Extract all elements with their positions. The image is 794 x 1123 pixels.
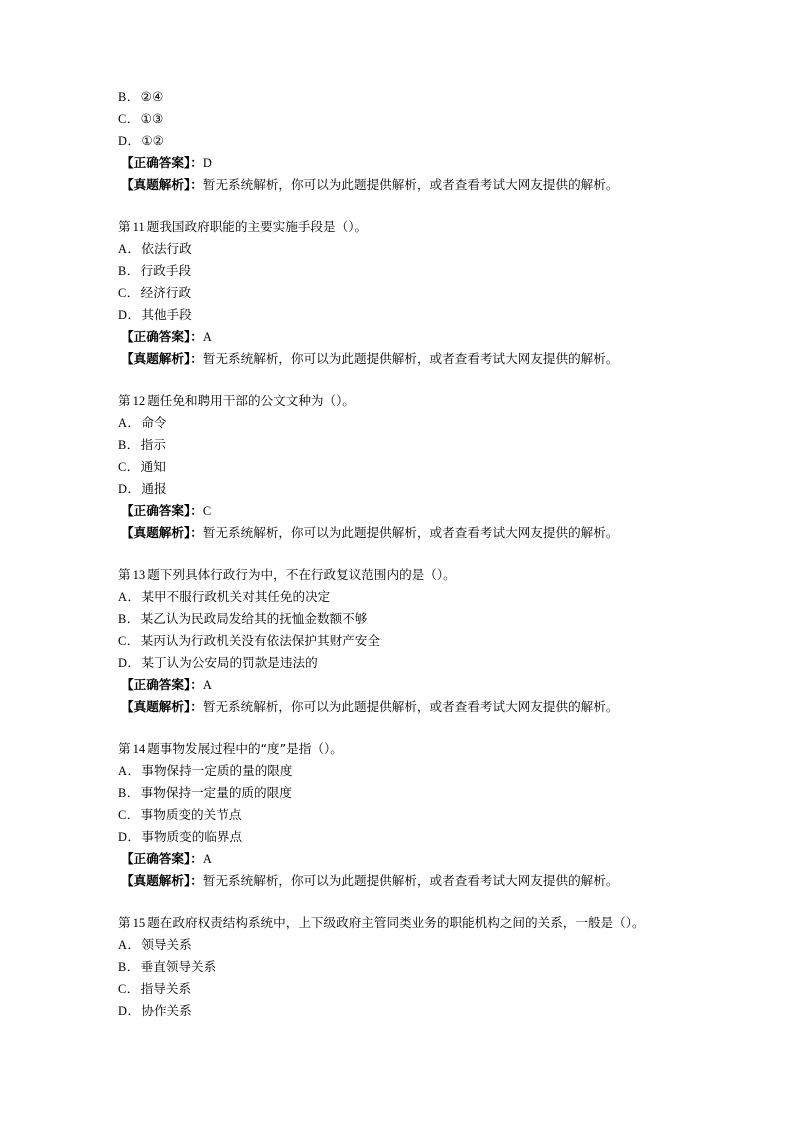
option-row[interactable] bbox=[118, 782, 690, 804]
analysis-text: 暂无系统解析，你可以为此题提供解析，或者查看考试大网友提供的解析。 bbox=[202, 177, 619, 192]
option-label: B． bbox=[118, 960, 140, 974]
option-row[interactable] bbox=[118, 1000, 690, 1022]
correct-answer-line bbox=[118, 152, 690, 174]
option-label: B． bbox=[118, 612, 140, 626]
option-text: ①② bbox=[141, 133, 164, 148]
option-text: 命令 bbox=[141, 415, 167, 430]
analysis-line bbox=[118, 522, 690, 543]
option-label: C． bbox=[118, 286, 140, 300]
option-row[interactable] bbox=[118, 108, 690, 130]
question-number: 13 bbox=[132, 568, 146, 582]
question-stem-prefix: 第 bbox=[118, 741, 131, 756]
analysis-label: 【真题解析】： bbox=[121, 525, 203, 540]
question-block bbox=[118, 86, 690, 195]
option-label: A． bbox=[118, 764, 141, 778]
analysis-line bbox=[118, 174, 690, 195]
question-stem bbox=[118, 564, 684, 586]
option-label: C． bbox=[118, 808, 140, 822]
analysis-line bbox=[118, 348, 690, 369]
option-row[interactable] bbox=[118, 478, 690, 500]
option-row[interactable] bbox=[118, 304, 690, 326]
option-text: 事物质变的临界点 bbox=[141, 829, 243, 844]
question-block bbox=[118, 216, 690, 369]
option-text: 其他手段 bbox=[141, 307, 192, 322]
question-block bbox=[118, 912, 690, 1022]
question-stem bbox=[118, 216, 684, 238]
analysis-text: 暂无系统解析，你可以为此题提供解析，或者查看考试大网友提供的解析。 bbox=[202, 525, 619, 540]
question-block bbox=[118, 564, 690, 717]
option-text: ①③ bbox=[140, 111, 164, 126]
option-text: 依法行政 bbox=[141, 241, 192, 256]
correct-answer-value: A bbox=[202, 678, 212, 692]
option-label: D． bbox=[118, 1004, 141, 1018]
question-stem-text: 题任免和聘用干部的公文文种为（）。 bbox=[147, 393, 355, 408]
option-text: 协作关系 bbox=[141, 1003, 192, 1018]
correct-answer-label: 【正确答案】： bbox=[121, 503, 203, 518]
option-row[interactable] bbox=[118, 652, 690, 674]
option-row[interactable] bbox=[118, 956, 690, 978]
option-row[interactable] bbox=[118, 804, 690, 826]
option-row[interactable] bbox=[118, 630, 690, 652]
option-label: B． bbox=[118, 264, 140, 278]
option-text: 某甲不服行政机关对其任免的决定 bbox=[141, 589, 331, 604]
option-row[interactable] bbox=[118, 238, 690, 260]
analysis-line bbox=[118, 870, 690, 891]
option-row[interactable] bbox=[118, 412, 690, 434]
question-block bbox=[118, 390, 690, 543]
question-number: 15 bbox=[132, 916, 146, 930]
analysis-line bbox=[118, 696, 690, 717]
option-label: B． bbox=[118, 786, 140, 800]
option-label: B． bbox=[118, 90, 140, 104]
question-stem-prefix: 第 bbox=[118, 393, 131, 408]
question-number: 11 bbox=[132, 220, 145, 234]
option-label: C． bbox=[118, 634, 140, 648]
question-stem-prefix: 第 bbox=[118, 915, 131, 930]
option-label: A． bbox=[118, 242, 141, 256]
correct-answer-value: C bbox=[202, 504, 212, 518]
option-row[interactable] bbox=[118, 86, 690, 108]
option-row[interactable] bbox=[118, 586, 690, 608]
option-row[interactable] bbox=[118, 456, 690, 478]
option-text: 事物保持一定质的量的限度 bbox=[141, 763, 293, 778]
option-text: 事物质变的关节点 bbox=[140, 807, 242, 822]
option-row[interactable] bbox=[118, 130, 690, 152]
option-row[interactable] bbox=[118, 934, 690, 956]
correct-answer-label: 【正确答案】： bbox=[121, 851, 203, 866]
correct-answer-value: A bbox=[202, 852, 212, 866]
question-stem-text: 题下列具体行政行为中，不在行政复议范围内的是（）。 bbox=[147, 567, 456, 582]
option-row[interactable] bbox=[118, 978, 690, 1000]
option-label: C． bbox=[118, 982, 140, 996]
option-label: D． bbox=[118, 656, 141, 670]
analysis-text: 暂无系统解析，你可以为此题提供解析，或者查看考试大网友提供的解析。 bbox=[202, 351, 619, 366]
option-label: D． bbox=[118, 308, 141, 322]
option-row[interactable] bbox=[118, 608, 690, 630]
option-text: 指导关系 bbox=[140, 981, 192, 996]
correct-answer-line bbox=[118, 500, 690, 522]
option-label: A． bbox=[118, 938, 141, 952]
question-stem bbox=[118, 912, 684, 934]
analysis-label: 【真题解析】： bbox=[121, 351, 203, 366]
option-text: 行政手段 bbox=[140, 263, 192, 278]
option-text: 指示 bbox=[140, 437, 166, 452]
correct-answer-line bbox=[118, 674, 690, 696]
option-row[interactable] bbox=[118, 760, 690, 782]
question-stem-text: 题在政府权责结构系统中，上下级政府主管同类业务的职能机构之间的关系，一般是（）。 bbox=[147, 915, 645, 930]
option-label: C． bbox=[118, 112, 140, 126]
option-text: 领导关系 bbox=[141, 937, 192, 952]
question-number: 12 bbox=[132, 394, 146, 408]
option-text: 某乙认为民政局发给其的抚恤金数额不够 bbox=[140, 611, 368, 626]
option-text: 垂直领导关系 bbox=[140, 959, 217, 974]
option-row[interactable] bbox=[118, 434, 690, 456]
correct-answer-line bbox=[118, 326, 690, 348]
option-row[interactable] bbox=[118, 282, 690, 304]
question-stem-text: 题事物发展过程中的“度”是指（）。 bbox=[147, 741, 343, 756]
question-stem-text: 题我国政府职能的主要实施手段是（）。 bbox=[146, 219, 368, 234]
analysis-label: 【真题解析】： bbox=[121, 873, 203, 888]
analysis-text: 暂无系统解析，你可以为此题提供解析，或者查看考试大网友提供的解析。 bbox=[202, 873, 619, 888]
question-stem-prefix: 第 bbox=[118, 567, 131, 582]
question-stem bbox=[118, 390, 684, 412]
option-row[interactable] bbox=[118, 260, 690, 282]
option-label: D． bbox=[118, 482, 141, 496]
correct-answer-label: 【正确答案】： bbox=[121, 155, 203, 170]
question-number: 14 bbox=[132, 742, 146, 756]
question-list bbox=[118, 86, 690, 1022]
question-stem bbox=[118, 738, 684, 760]
option-row[interactable] bbox=[118, 826, 690, 848]
correct-answer-value: D bbox=[202, 156, 212, 170]
option-text: 通报 bbox=[141, 481, 167, 496]
option-text: 某丁认为公安局的罚款是违法的 bbox=[141, 655, 318, 670]
analysis-text: 暂无系统解析，你可以为此题提供解析，或者查看考试大网友提供的解析。 bbox=[202, 699, 619, 714]
correct-answer-line bbox=[118, 848, 690, 870]
option-label: A． bbox=[118, 416, 141, 430]
analysis-label: 【真题解析】： bbox=[121, 699, 203, 714]
option-text: ②④ bbox=[140, 89, 164, 104]
option-text: 事物保持一定量的质的限度 bbox=[140, 785, 292, 800]
option-label: D． bbox=[118, 134, 141, 148]
option-label: A． bbox=[118, 590, 141, 604]
option-label: C． bbox=[118, 460, 140, 474]
analysis-label: 【真题解析】： bbox=[121, 177, 203, 192]
correct-answer-label: 【正确答案】： bbox=[121, 329, 203, 344]
option-label: D． bbox=[118, 830, 141, 844]
question-block bbox=[118, 738, 690, 891]
option-text: 通知 bbox=[140, 459, 166, 474]
option-label: B． bbox=[118, 438, 140, 452]
correct-answer-label: 【正确答案】： bbox=[121, 677, 203, 692]
correct-answer-value: A bbox=[202, 330, 212, 344]
option-text: 某丙认为行政机关没有依法保护其财产安全 bbox=[140, 633, 380, 648]
question-stem-prefix: 第 bbox=[118, 219, 131, 234]
option-text: 经济行政 bbox=[140, 285, 192, 300]
